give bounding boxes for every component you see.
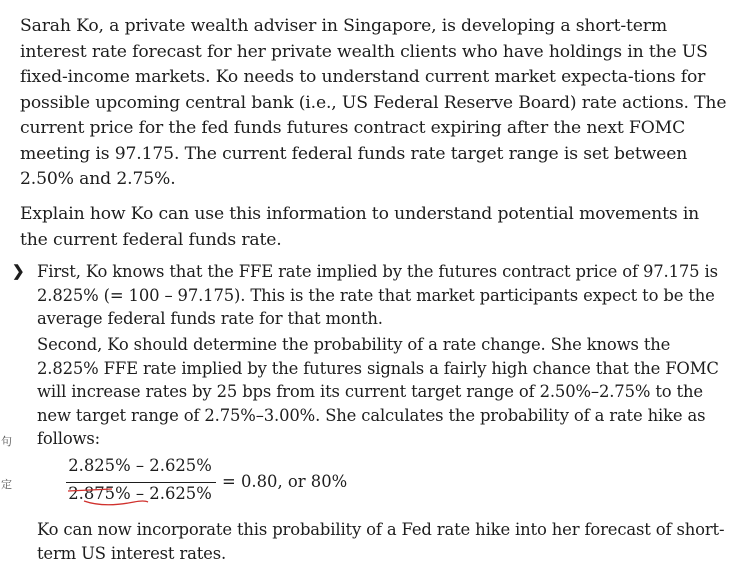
answer-paragraph-2: Second, Ko should determine the probability of a rate change. She knows the 2.825% FFE rate implied by the futures signals a fairly high chance that the FOMC will increase rates by 25 bps from its current target range of 2.50%–2.75% to the new target range of 2.75%–3.00%. She calculates the probability of a rate hike as follows:: [37, 335, 719, 448]
red-underline-annotation: [64, 456, 224, 516]
bullet-marker: ❯: [12, 262, 25, 280]
margin-annotation-1: 句: [1, 435, 12, 448]
answer-paragraph-3: Ko can now incorporate this probability of a Fed rate hike into her forecast of short-term US interest rates.: [37, 520, 725, 563]
question-prompt: Explain how Ko can use this information to understand potential movements in the current federal funds rate.: [20, 204, 700, 250]
formula-numerator: 2.825% – 2.625%: [68, 456, 212, 475]
margin-annotation-2: 定: [1, 478, 12, 491]
answer-paragraph-1: First, Ko knows that the FFE rate implied by the futures contract price of 97.175 is 2.825% (= 100 – 97.175). This is the rate that market participants expect to be the average federal funds rate for that month.: [37, 262, 718, 328]
formula-denominator: 2.875% – 2.625%: [68, 484, 212, 503]
question-context: Sarah Ko, a private wealth adviser in Singapore, is developing a short-term interest rate forecast for her private wealth clients who have holdings in the US fixed-income markets. Ko needs to understand current market expecta-tions for possible upcoming central bank (i.e., US Federal Reserve Board) rate actions. The current price for the fed funds futures contract expiring after the next FOMC meeting is 97.175. The current federal funds rate target range is set between 2.50% and 2.75%.: [20, 16, 727, 189]
formula-result: = 0.80, or 80%: [222, 472, 348, 491]
